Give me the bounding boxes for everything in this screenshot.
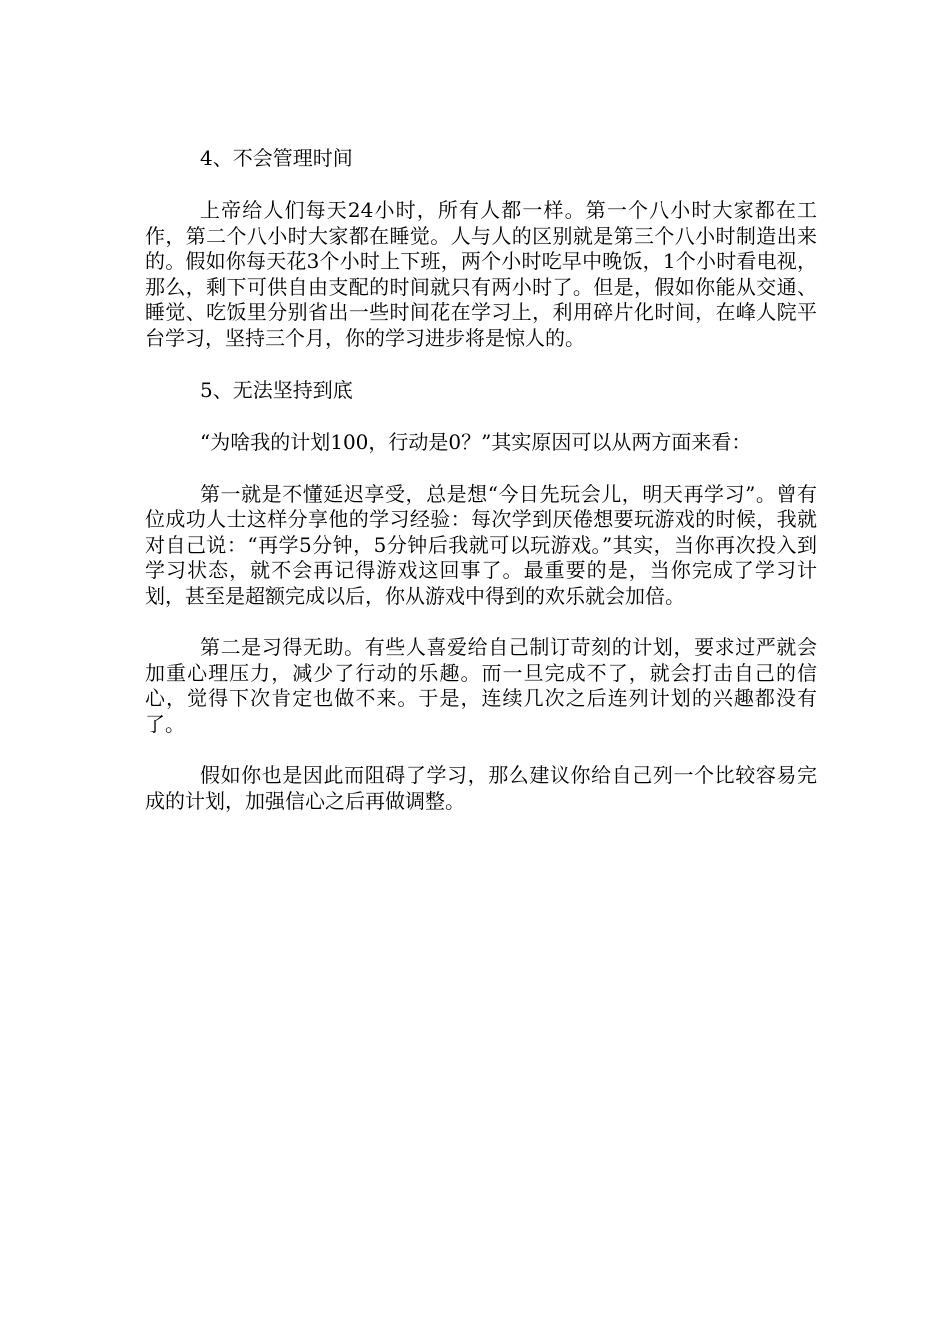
spacer [145, 609, 817, 635]
paragraph-advice: 假如你也是因此而阻碍了学习，那么建议你给自己列一个比较容易完成的计划，加强信心之后再做调整。 [145, 763, 817, 813]
spacer [145, 456, 817, 482]
paragraph-delayed-gratification: 第一就是不懂延迟享受，总是想“今日先玩会儿，明天再学习”。曾有位成功人士这样分享他的学习经验：每次学到厌倦想要玩游戏的时候，我就对自己说：“再学5分钟，5分钟后我就可以玩游戏。”其实，当你再次投入到学习状态，就不会再记得游戏这回事了。最重要的是，当你完成了学习计划，甚至是超额完成以后，你从游戏中得到的欢乐就会加倍。 [145, 481, 817, 608]
paragraph-learned-helplessness: 第二是习得无助。有些人喜爱给自己制订苛刻的计划，要求过严就会加重心理压力，减少了行动的乐趣。而一旦完成不了，就会打击自己的信心，觉得下次肯定也做不来。于是，连续几次之后连列计划的兴趣都没有了。 [145, 635, 817, 736]
spacer [145, 351, 817, 377]
section-heading-persistence: 5、无法坚持到底 [200, 378, 353, 402]
section-heading-time-management: 4、不会管理时间 [200, 146, 353, 170]
spacer [145, 403, 817, 430]
spacer [145, 171, 817, 198]
paragraph-time-management: 上帝给人们每天24小时，所有人都一样。第一个八小时大家都在工作，第二个八小时大家都在睡觉。人与人的区别就是第三个八小时制造出来的。假如你每天花3个小时上下班，两个小时吃早中晚饭，1个小时看电视，那么，剩下可供自由支配的时间就只有两小时了。但是，假如你能从交通、睡觉、吃饭里分别省出一些时间花在学习上，利用碎片化时间，在峰人院平台学习，坚持三个月，你的学习进步将是惊人的。 [145, 198, 817, 350]
document-page [145, 145, 817, 814]
paragraph-plan-vs-action: “为啥我的计划100，行动是0？”其实原因可以从两方面来看： [200, 430, 752, 454]
spacer [145, 737, 817, 763]
